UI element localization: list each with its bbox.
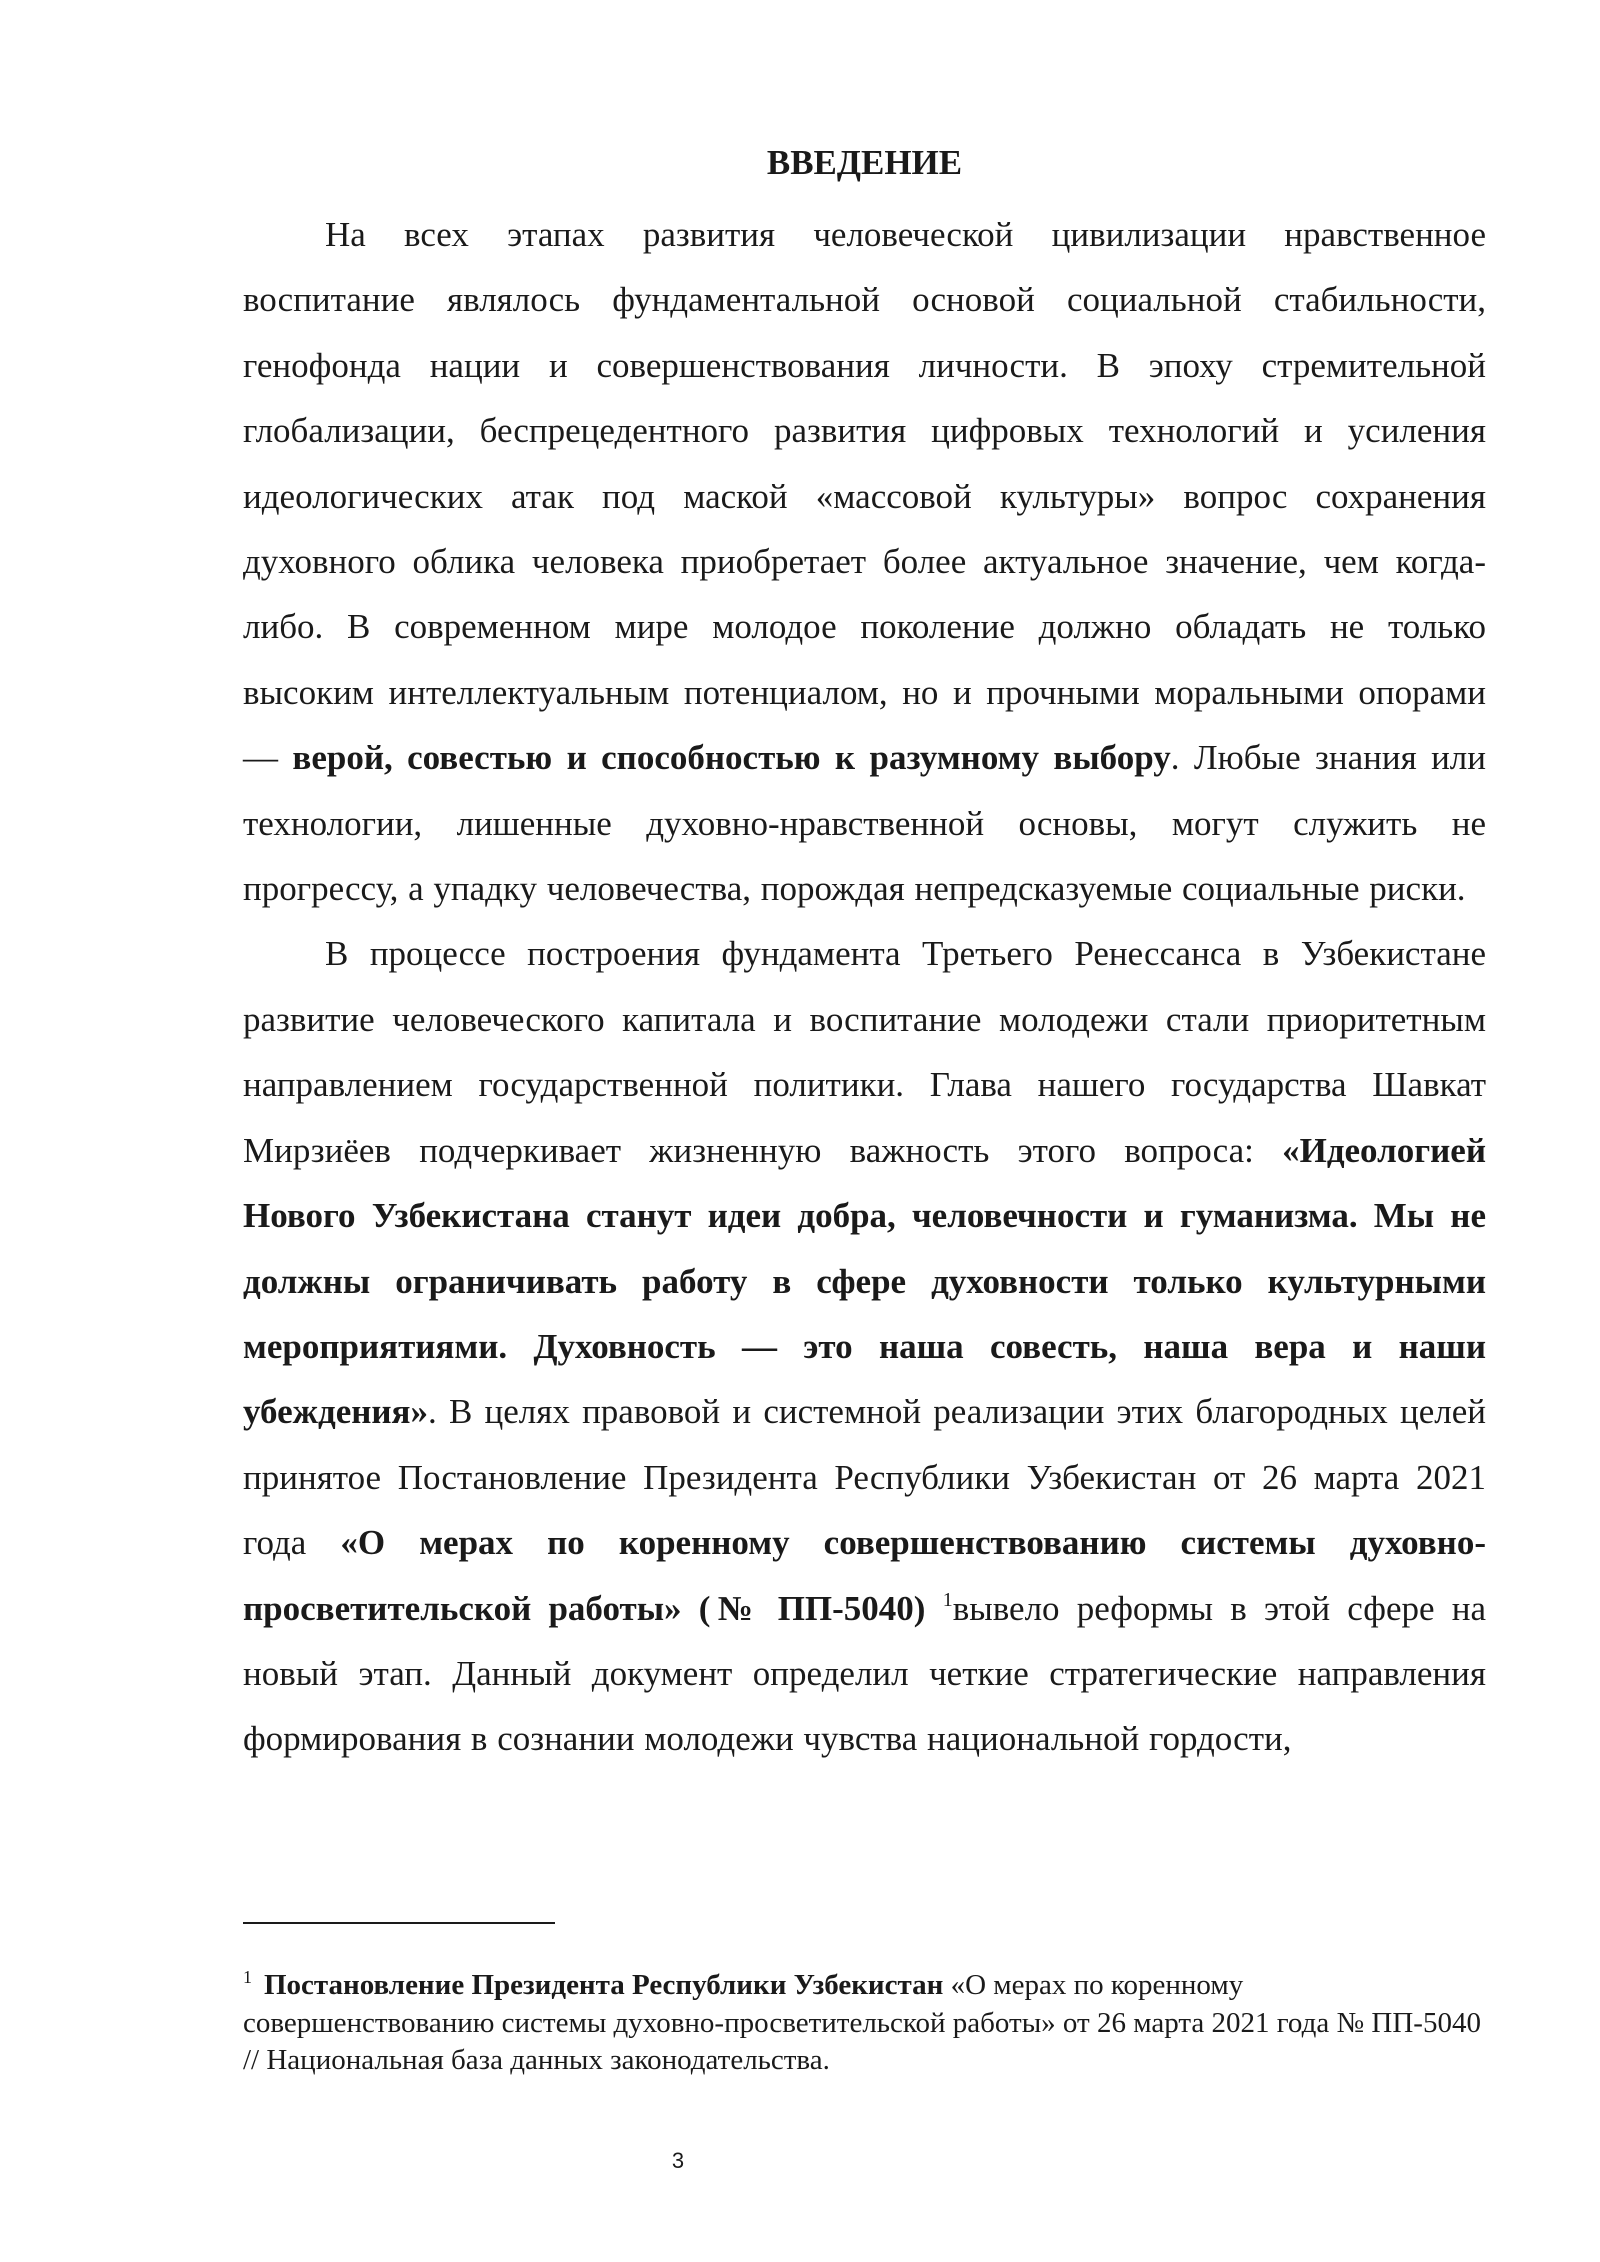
paragraph-2-text-b: . В целях правовой и системной реализации этих благородных целей принятое Постановление Президента Республики Узбекистан от 26 марта 2021 года xyxy=(243,1392,1486,1563)
president-quote: «Идеологией Нового Узбекистана станут идеи добра, человечности и гуманизма. Мы не должны ограничивать работу в сфере духовности только культурными мероприятиями. Духовность — это наша совесть, наша вера и наши убеждения» xyxy=(243,1130,1486,1432)
page-number: 3 xyxy=(671,2148,685,2173)
footnote-separator xyxy=(243,1922,555,1924)
paragraph-1-text-b: . Любые знания или технологии, лишенные духовно-нравственной основы, могут служить не прогрессу, а упадку человечества, порождая непредсказуемые социальные риски. xyxy=(243,738,1487,909)
paragraph-1-text-a: На всех этапах развития человеческой цивилизации нравственное воспитание являлось фундаментальной основой социальной стабильности, генофонда нации и совершенствования личности. В эпоху стремительной глобализации, беспрецедентного развития цифровых технологий и усиления идеологических атак под маской «массовой культуры» вопрос сохранения духовного облика человека приобретает более актуальное значение, чем когда-либо. В современном мире молодое поколение должно обладать не только высоким интеллектуальным потенциалом, но и прочными моральными опорами — xyxy=(243,215,1486,778)
paragraph-1-bold-a: верой, совестью и способностью к разумному выбору xyxy=(292,738,1171,778)
paragraph-2-text-c: вывело реформы в этой сфере на новый этап. Данный документ определил четкие стратегические направления формирования в сознании молодежи чувства национальной гордости, xyxy=(243,1588,1486,1759)
paragraph-2 xyxy=(243,921,1486,1771)
paragraph-2-text-a: В процессе построения фундамента Третьего Ренессанса в Узбекистане развитие человеческого капитала и воспитание молодежи стали приоритетным направлением государственной политики. Глава нашего государства Шавкат Мирзиёев подчеркивает жизненную важность этого вопроса: xyxy=(243,934,1486,1170)
paragraph-1 xyxy=(243,202,1486,921)
footnote-marker: 1 xyxy=(243,1967,252,1987)
footnote xyxy=(243,1967,1486,2080)
section-heading: ВВЕДЕНИЕ xyxy=(766,143,963,182)
footnote-text: «О мерах по коренному совершенствованию системы духовно-просветительской работы» от 26 марта 2021 года № ПП-5040 // Национальная база данных законодательства. xyxy=(243,1969,1481,2076)
footnote-bold: Постановление Президента Республики Узбекистан xyxy=(264,1969,944,2001)
footnote-reference[interactable]: 1 xyxy=(942,1588,953,1611)
decree-title: «О мерах по коренному совершенствованию системы духовно-просветительской работы» (№ ПП-5040) xyxy=(243,1523,1486,1628)
body-text xyxy=(243,202,1486,1772)
